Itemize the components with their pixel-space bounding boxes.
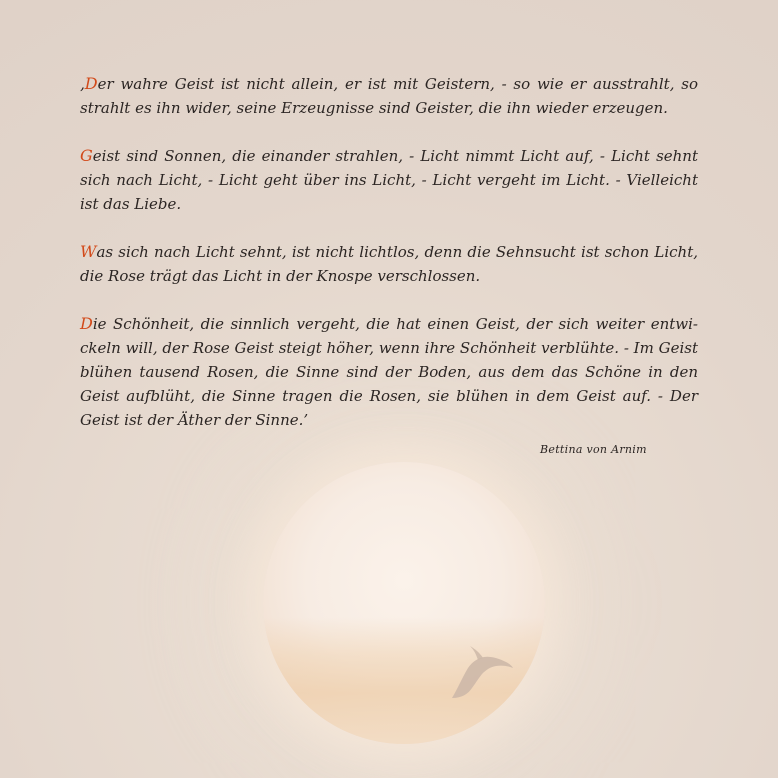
quote-text [80,72,698,456]
paragraph-text: as sich nach Licht sehnt, ist nicht lichtlos, denn die Sehnsucht ist schon Licht, die Rose trägt das Licht in der Knospe verschlossen. [80,243,698,285]
sun-image [263,462,545,744]
quote-paragraph [80,72,698,120]
paragraph-initial: G [80,146,93,165]
quote-paragraph [80,312,698,432]
paragraph-initial: D [80,314,93,333]
paragraph-text: ie Schönheit, die sinnlich vergeht, die hat einen Geist, der sich weiter entwickeln will, der Rose Geist steigt höher, wenn ihre Schönheit verblühte. - Im Geist blühen tausend Rosen, die Sinne sind der Boden, aus dem das Schöne in den Geist aufblüht, die Sinne tragen die Rosen, sie blühen in dem Geist auf. - Der Geist ist der Äther der Sinne.’ [80,315,698,429]
quote-paragraph [80,240,698,288]
paragraph-initial: W [80,242,97,261]
paragraph-initial: D [84,74,98,93]
opening-quote-mark: ‚ [80,75,85,93]
paragraph-text: er wahre Geist ist nicht allein, er ist mit Geistern, - so wie er ausstrahlt, so strahlt es ihn wider, seine Erzeugnisse sind Geister, die ihn wieder erzeugen. [80,75,698,117]
author-attribution: Bettina von Arnim [540,443,647,456]
bird-silhouette-icon [448,644,514,700]
paragraph-text: eist sind Sonnen, die einander strahlen, - Licht nimmt Licht auf, - Licht sehnt sich nach Licht, - Licht geht über ins Licht, - Licht vergeht im Licht. - Vielleicht ist das Liebe. [80,147,698,213]
quote-paragraph [80,144,698,216]
